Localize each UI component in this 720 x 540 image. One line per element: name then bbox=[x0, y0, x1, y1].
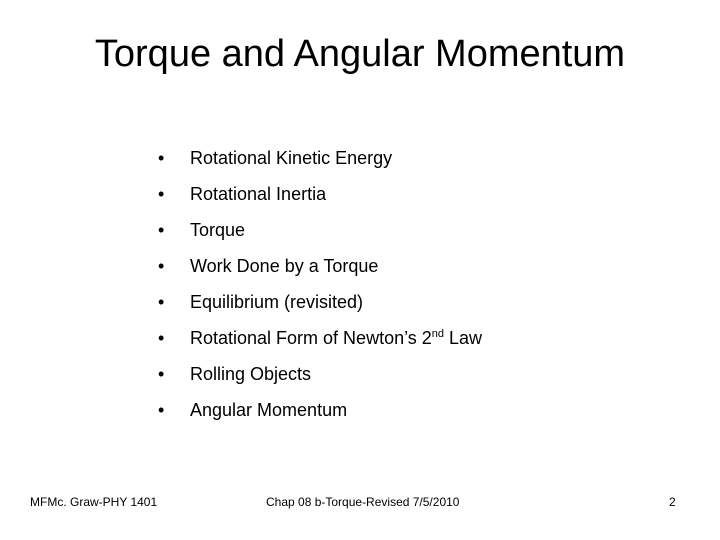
bullet-text-newtons-law bbox=[190, 322, 482, 354]
bullet-text: Angular Momentum bbox=[190, 400, 348, 420]
bullet-dot-icon: • bbox=[158, 328, 165, 348]
bullet-dot-icon: • bbox=[158, 184, 165, 204]
bullet-text: Rotational Inertia bbox=[190, 184, 327, 204]
bullet-dot-icon: • bbox=[158, 220, 165, 240]
bullet-text-main: Rotational Form of Newton’s 2 bbox=[190, 328, 432, 348]
bullet-dot-icon: • bbox=[158, 256, 165, 276]
bullet-dot-icon: • bbox=[158, 364, 165, 384]
bullet-dot-icon: • bbox=[158, 400, 165, 420]
ordinal-superscript: nd bbox=[431, 328, 445, 340]
slide-title: Torque and Angular Momentum bbox=[94, 33, 626, 75]
bullet-text: Torque bbox=[190, 220, 246, 240]
footer-author: MFMc. Graw-PHY 1401 bbox=[30, 495, 158, 509]
bullet-text: Equilibrium (revisited) bbox=[190, 292, 364, 312]
bullet-dot-icon: • bbox=[158, 292, 165, 312]
page-number: 2 bbox=[669, 495, 676, 509]
bullet-text: Work Done by a Torque bbox=[190, 256, 379, 276]
footer-chapter-info: Chap 08 b-Torque-Revised 7/5/2010 bbox=[266, 495, 460, 509]
bullet-text: Rotational Kinetic Energy bbox=[190, 148, 393, 168]
bullet-dot-icon: • bbox=[158, 148, 165, 168]
bullet-text-suffix: Law bbox=[444, 328, 483, 348]
bullet-text: Rolling Objects bbox=[190, 364, 312, 384]
